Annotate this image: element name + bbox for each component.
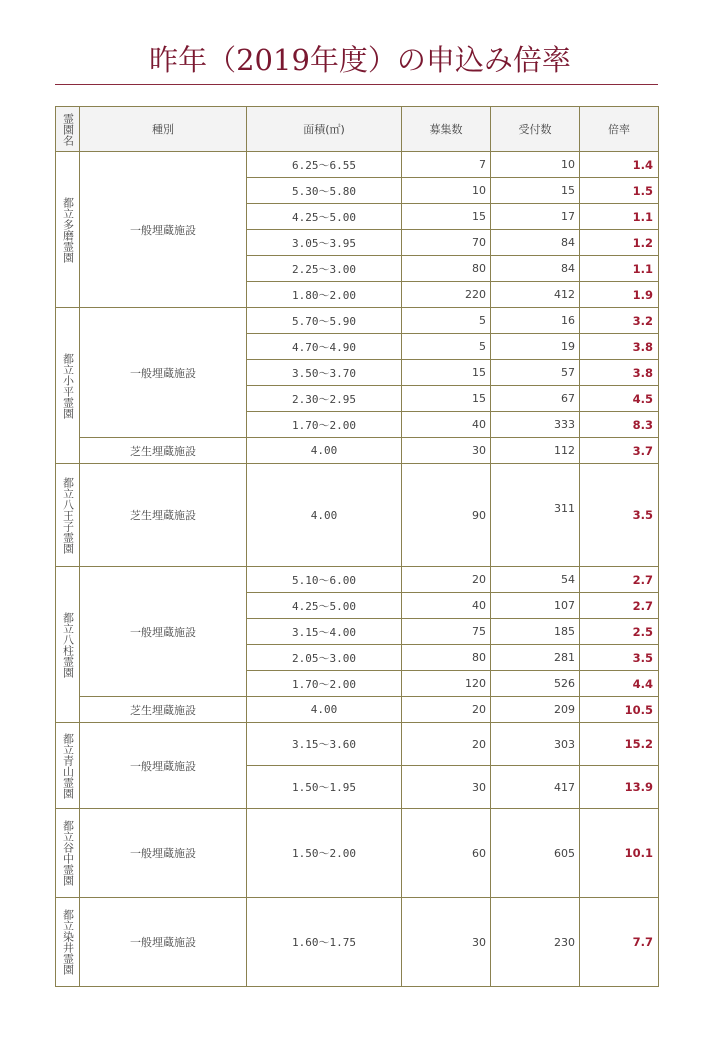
application-rate-table <box>55 106 659 987</box>
quota-cell: 30 <box>402 766 491 809</box>
area-cell: 1.50～2.00 <box>247 809 402 898</box>
quota-cell: 30 <box>402 898 491 987</box>
quota-cell: 5 <box>402 308 491 334</box>
type-cell: 一般埋蔵施設 <box>80 308 247 438</box>
area-cell: 1.50～1.95 <box>247 766 402 809</box>
applications-cell: 84 <box>491 256 580 282</box>
table-row <box>56 567 659 593</box>
area-cell: 4.00 <box>247 464 402 567</box>
page-title: 昨年（2019年度）の申込み倍率 <box>149 43 571 77</box>
applications-cell: 17 <box>491 204 580 230</box>
area-cell: 5.10～6.00 <box>247 567 402 593</box>
rate-cell: 3.2 <box>580 308 659 334</box>
type-cell: 一般埋蔵施設 <box>80 152 247 308</box>
area-cell: 1.60～1.75 <box>247 898 402 987</box>
rate-cell: 1.1 <box>580 204 659 230</box>
area-cell: 4.25～5.00 <box>247 593 402 619</box>
applications-cell: 417 <box>491 766 580 809</box>
table-row <box>56 308 659 334</box>
quota-cell: 90 <box>402 464 491 567</box>
area-cell: 5.70～5.90 <box>247 308 402 334</box>
quota-cell: 7 <box>402 152 491 178</box>
quota-cell: 15 <box>402 204 491 230</box>
cemetery-name-cell: 都立小平霊園 <box>56 308 80 464</box>
type-cell: 芝生埋蔵施設 <box>80 697 247 723</box>
type-cell: 一般埋蔵施設 <box>80 567 247 697</box>
applications-cell: 230 <box>491 898 580 987</box>
type-cell: 一般埋蔵施設 <box>80 809 247 898</box>
header-quota: 募集数 <box>402 107 491 152</box>
quota-cell: 20 <box>402 567 491 593</box>
applications-cell: 303 <box>491 723 580 766</box>
applications-cell: 16 <box>491 308 580 334</box>
applications-cell: 19 <box>491 334 580 360</box>
header-applications: 受付数 <box>491 107 580 152</box>
quota-cell: 10 <box>402 178 491 204</box>
rate-cell: 4.4 <box>580 671 659 697</box>
rate-cell: 2.5 <box>580 619 659 645</box>
header-type: 種別 <box>80 107 247 152</box>
rate-cell: 15.2 <box>580 723 659 766</box>
area-cell: 1.70～2.00 <box>247 671 402 697</box>
applications-cell: 10 <box>491 152 580 178</box>
applications-cell: 54 <box>491 567 580 593</box>
rate-cell: 7.7 <box>580 898 659 987</box>
area-cell: 4.70～4.90 <box>247 334 402 360</box>
rate-cell: 8.3 <box>580 412 659 438</box>
applications-cell: 185 <box>491 619 580 645</box>
header-cemetery: 霊園名 <box>56 107 80 152</box>
rate-cell: 4.5 <box>580 386 659 412</box>
quota-cell: 70 <box>402 230 491 256</box>
applications-cell: 107 <box>491 593 580 619</box>
area-cell: 1.70～2.00 <box>247 412 402 438</box>
applications-cell: 112 <box>491 438 580 464</box>
rate-cell: 13.9 <box>580 766 659 809</box>
rate-cell: 2.7 <box>580 567 659 593</box>
type-cell: 一般埋蔵施設 <box>80 723 247 809</box>
table-row <box>56 438 659 464</box>
rate-cell: 10.5 <box>580 697 659 723</box>
quota-cell: 80 <box>402 256 491 282</box>
table-row <box>56 809 659 898</box>
cemetery-name-cell: 都立谷中霊園 <box>56 809 80 898</box>
table-row <box>56 898 659 987</box>
area-cell: 4.25～5.00 <box>247 204 402 230</box>
quota-cell: 120 <box>402 671 491 697</box>
cemetery-name-cell: 都立八柱霊園 <box>56 567 80 723</box>
quota-cell: 20 <box>402 697 491 723</box>
cemetery-name-cell: 都立多磨霊園 <box>56 152 80 308</box>
rate-cell: 3.8 <box>580 334 659 360</box>
area-cell: 6.25～6.55 <box>247 152 402 178</box>
quota-cell: 75 <box>402 619 491 645</box>
applications-cell: 605 <box>491 809 580 898</box>
rate-cell: 3.8 <box>580 360 659 386</box>
table-row <box>56 723 659 766</box>
quota-cell: 15 <box>402 360 491 386</box>
type-cell: 芝生埋蔵施設 <box>80 438 247 464</box>
applications-cell: 281 <box>491 645 580 671</box>
type-cell: 一般埋蔵施設 <box>80 898 247 987</box>
area-cell: 3.05～3.95 <box>247 230 402 256</box>
cemetery-name-cell: 都立染井霊園 <box>56 898 80 987</box>
rate-cell: 3.5 <box>580 464 659 567</box>
applications-cell: 15 <box>491 178 580 204</box>
rate-cell: 1.4 <box>580 152 659 178</box>
rate-cell: 2.7 <box>580 593 659 619</box>
rate-cell: 3.5 <box>580 645 659 671</box>
quota-cell: 15 <box>402 386 491 412</box>
table-row <box>56 152 659 178</box>
quota-cell: 220 <box>402 282 491 308</box>
quota-cell: 5 <box>402 334 491 360</box>
quota-cell: 80 <box>402 645 491 671</box>
area-cell: 3.15～3.60 <box>247 723 402 766</box>
rate-cell: 1.5 <box>580 178 659 204</box>
header-rate: 倍率 <box>580 107 659 152</box>
applications-cell: 84 <box>491 230 580 256</box>
applications-cell: 412 <box>491 282 580 308</box>
table-row <box>56 697 659 723</box>
applications-cell: 526 <box>491 671 580 697</box>
applications-cell: 57 <box>491 360 580 386</box>
area-cell: 3.15～4.00 <box>247 619 402 645</box>
title-underline <box>55 84 658 85</box>
header-area: 面積(㎡) <box>247 107 402 152</box>
applications-cell: 209 <box>491 697 580 723</box>
quota-cell: 60 <box>402 809 491 898</box>
area-cell: 5.30～5.80 <box>247 178 402 204</box>
area-cell: 1.80～2.00 <box>247 282 402 308</box>
quota-cell: 40 <box>402 593 491 619</box>
area-cell: 4.00 <box>247 438 402 464</box>
applications-cell: 67 <box>491 386 580 412</box>
applications-cell: 311 <box>491 464 580 567</box>
cemetery-name-cell: 都立八王子霊園 <box>56 464 80 567</box>
area-cell: 4.00 <box>247 697 402 723</box>
table-header-row <box>56 107 659 152</box>
rate-cell: 1.1 <box>580 256 659 282</box>
area-cell: 2.05～3.00 <box>247 645 402 671</box>
quota-cell: 40 <box>402 412 491 438</box>
rate-cell: 1.9 <box>580 282 659 308</box>
area-cell: 3.50～3.70 <box>247 360 402 386</box>
rate-cell: 10.1 <box>580 809 659 898</box>
quota-cell: 30 <box>402 438 491 464</box>
area-cell: 2.30～2.95 <box>247 386 402 412</box>
table-row <box>56 464 659 567</box>
cemetery-name-cell: 都立青山霊園 <box>56 723 80 809</box>
applications-cell: 333 <box>491 412 580 438</box>
rate-cell: 3.7 <box>580 438 659 464</box>
rate-cell: 1.2 <box>580 230 659 256</box>
quota-cell: 20 <box>402 723 491 766</box>
area-cell: 2.25～3.00 <box>247 256 402 282</box>
type-cell: 芝生埋蔵施設 <box>80 464 247 567</box>
